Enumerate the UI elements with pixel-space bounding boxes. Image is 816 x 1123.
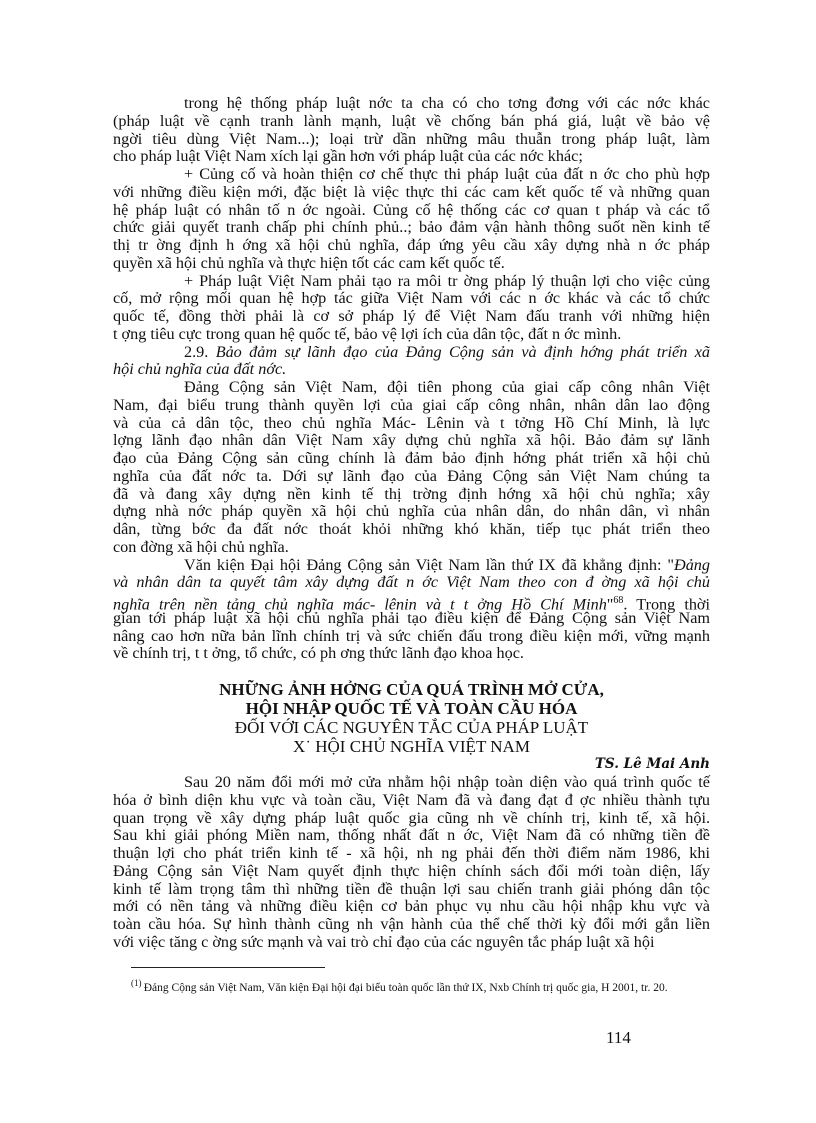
text-line: nâng cao hơn nữa bản lĩnh chính trị và sức chiến đấu trong điều kiện mới, vững mạnh bbox=[113, 626, 710, 645]
footnote bbox=[131, 976, 711, 996]
text-line: đạo của Đảng Cộng sản cũng chính là đảm bảo định hớng phát triển xã hội chủ bbox=[113, 449, 710, 467]
text-line: (pháp luật về cạnh tranh lành mạnh, luật về chống bán phá giá, luật về bảo vệ bbox=[113, 111, 710, 130]
text-line: thuận lợi cho phát triển kinh tế - xã hội, nh ng phải đến thời điểm năm 1986, khi bbox=[113, 844, 710, 862]
text-line: quyền xã hội chủ nghĩa và thực hiện tốt các cam kết quốc tế. bbox=[113, 253, 505, 272]
text-segment: " bbox=[606, 595, 614, 614]
text-segment: 2.9. bbox=[184, 342, 216, 361]
text-segment: Văn kiện Đại hội Đảng Cộng sản Việt Nam lần thứ IX đã khẳng định: " bbox=[184, 555, 675, 574]
text-line: + Củng cố và hoàn thiện cơ chế thực thi pháp luật của đất n ớc cho phù hợp bbox=[184, 165, 710, 183]
footnote-divider bbox=[131, 967, 325, 968]
text-line: hóa ở bình diện khu vực và toàn cầu, Việt Nam đã và đang đạt đ ợc nhiều thành tựu bbox=[113, 790, 710, 809]
author-name: TS. Lê Mai Anh bbox=[594, 756, 710, 772]
footnote-marker: (1) bbox=[131, 978, 144, 988]
text-line: Sau 20 năm đổi mới mở cửa nhằm hội nhập toàn diện vào quá trình quốc tế bbox=[184, 773, 710, 791]
page-number: 114 bbox=[606, 1028, 631, 1047]
text-line: kinh tế làm trọng tâm thì những tiền đề thuận lợi sau chiến tranh giải phóng dân tộc bbox=[113, 879, 710, 898]
text-line: Nam, đại biểu trung thành quyền lợi của giai cấp công nhân, nhân dân lao động bbox=[113, 395, 710, 414]
footnote-ref: 68 bbox=[613, 595, 624, 606]
text-line: toàn cầu hóa. Sự hình thành cũng nh vận hành của thể chế thời kỳ đổi mới gắn liền bbox=[113, 915, 710, 933]
text-line: dân, từng bớc đa đất nớc thoát khỏi những khó khăn, tiếp tục phát triển theo bbox=[113, 520, 710, 538]
text-line: cố, mở rộng mối quan hệ hợp tác giữa Việt Nam với các n ớc khác và các tổ chức bbox=[113, 289, 710, 308]
text-line: dựng nhà nớc pháp quyền xã hội chủ nghĩa của nhân dân, do nhân dân, vì nhân bbox=[113, 502, 710, 521]
text-line: lợng lãnh đạo nhân dân Việt Nam xây dựng chủ nghĩa xã hội. Bảo đảm sự lãnh bbox=[113, 431, 710, 450]
text-line: với những điều kiện mới, đặc biệt là việc thực thi các cam kết quốc tế và những quan bbox=[113, 182, 710, 201]
text-line: mới có nền tảng và những điều kiện cơ bản phục vụ nhu cầu hội nhập khu vực và bbox=[113, 897, 710, 916]
text-line: Đảng Cộng sản Việt Nam, đội tiên phong của giai cấp công nhân Việt bbox=[184, 378, 710, 396]
text-line: đã và đang xây dựng nền kinh tế thị trờng định hớng xã hội chủ nghĩa; xây bbox=[113, 484, 710, 503]
title-line: ĐỐI VỚI CÁC NGUYÊN TẮC CỦA PHÁP LUẬT bbox=[234, 718, 589, 737]
text-line: hệ pháp luật có nhân tố n ớc ngoài. Củng cố hệ thống các cơ quan t pháp và các tổ bbox=[113, 200, 710, 219]
text-line bbox=[113, 344, 710, 362]
text-line: cho pháp luật Việt Nam xích lại gần hơn với pháp luật của các nớc khác; bbox=[113, 147, 583, 166]
body-text-section-1 bbox=[113, 95, 710, 663]
text-line: quan trọng về xây dựng pháp luật quốc gia cũng nh về chính trị, kinh tế, xã hội. bbox=[113, 808, 710, 827]
text-line: gian tới pháp luật xã hội chủ nghĩa phải tạo điều kiện để Đảng Cộng sản Việt Nam bbox=[113, 608, 710, 627]
title-line: NHỮNG ẢNH HỞNG CỦA QUÁ TRÌNH MỞ CỬA, bbox=[219, 680, 604, 699]
body-text-section-2 bbox=[113, 774, 710, 952]
text-line: ngời tiêu dùng Việt Nam...); loại trừ dần những mâu thuẫn trong pháp luật, làm bbox=[113, 129, 710, 148]
text-line: trong hệ thống pháp luật nớc ta cha có cho tơng đơng với các nớc khác bbox=[184, 94, 710, 112]
text-line bbox=[113, 592, 710, 614]
text-line bbox=[113, 361, 710, 379]
text-line: và của cả dân tộc, theo chủ nghĩa Mác- Lênin và t tởng Hồ Chí Minh, là lực bbox=[113, 413, 710, 432]
title-line: X˙ HỘI CHỦ NGHĨA VIỆT NAM bbox=[293, 737, 530, 756]
italic-text: Bảo đảm sự lãnh đạo của Đảng Cộng sản và định hớng phát triển xã bbox=[215, 342, 710, 361]
text-line: với việc tăng c ờng sức mạnh và vai trò chỉ đạo của các nguyên tắc pháp luật xã hội bbox=[113, 932, 655, 951]
text-segment: . Trong thời bbox=[623, 595, 710, 614]
italic-text: hội chủ nghĩa của đất nớc. bbox=[113, 360, 287, 379]
article-title bbox=[113, 680, 710, 756]
text-line: quốc tế, đồng thời phải là cơ sở pháp lý để Việt Nam đấu tranh với những hiện bbox=[113, 307, 710, 325]
text-line bbox=[113, 574, 710, 592]
title-line: HỘI NHẬP QUỐC TẾ VÀ TOÀN CẦU HÓA bbox=[245, 699, 578, 718]
text-line bbox=[113, 557, 710, 575]
text-line: t ợng tiêu cực trong quan hệ quốc tế, bảo vệ lợi ích của dân tộc, đất n ớc mình. bbox=[113, 324, 622, 343]
text-line: nghĩa của đất nớc ta. Dới sự lãnh đạo của Đảng Cộng sản Việt Nam chúng ta bbox=[113, 466, 710, 485]
italic-text: và nhân dân ta quyết tâm xây dựng đất n ớc Việt Nam theo con đ ờng xã hội chủ bbox=[113, 573, 710, 592]
text-line: + Pháp luật Việt Nam phải tạo ra môi tr ờng pháp lý thuận lợi cho việc củng bbox=[184, 271, 710, 290]
footnote-text: Đảng Cộng sản Việt Nam, Văn kiện Đại hội đại biểu toàn quốc lần thứ IX, Nxb Chính trị quốc gia, H 2001, tr. 20. bbox=[143, 981, 668, 994]
text-line: chức giải quyết tranh chấp phi chính phủ..; bảo đảm vận hành thông suốt nền kinh tế bbox=[113, 218, 710, 237]
italic-text: nghĩa trên nền tảng chủ nghĩa mác- lênin và t t ởng Hồ Chí Minh bbox=[113, 595, 607, 614]
italic-text: Đảng bbox=[674, 555, 710, 574]
text-line: về chính trị, t t ởng, tổ chức, có ph ơng thức lãnh đạo khoa học. bbox=[113, 644, 524, 663]
text-line: con đờng xã hội chủ nghĩa. bbox=[113, 537, 289, 556]
text-line: Sau khi giải phóng Miền nam, thống nhất đất n ớc, Việt Nam đã có những tiền đề bbox=[113, 826, 710, 845]
text-line: Đảng Cộng sản Việt Nam quyết định thực hiện chính sách đổi mới toàn diện, lấy bbox=[113, 861, 710, 880]
text-line: thị tr ờng định h ớng xã hội chủ nghĩa, đáp ứng yêu cầu xây dựng nhà n ớc pháp bbox=[113, 236, 710, 254]
